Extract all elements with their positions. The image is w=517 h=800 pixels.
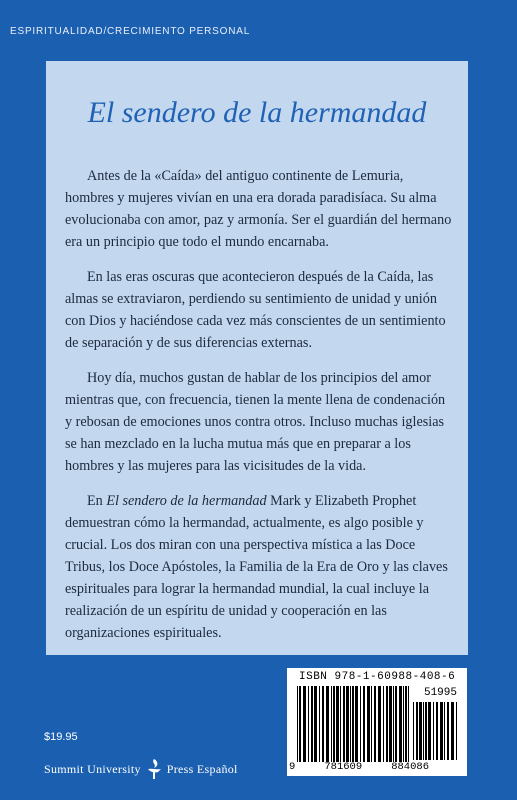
barcode-stripe — [416, 702, 418, 760]
barcode-stripe — [340, 686, 341, 762]
barcode-stripe — [350, 686, 351, 762]
paragraph-3: Hoy día, muchos gustan de hablar de los principios del amor mientras que, con frecuencia, tienen la mente llena de condenación y rebosan de emociones unos contra otros. Incluso muchas iglesias se han mezclado en la lucha mutua más que en preparar a los hombres y las mujeres para las vicisitudes de la vida. — [65, 370, 446, 474]
book-title: El sendero de la hermandad — [87, 96, 427, 129]
barcode-stripe — [363, 686, 365, 762]
price-code: 51995 — [423, 687, 457, 699]
barcode-stripe — [336, 686, 339, 762]
barcode-stripe — [428, 702, 431, 760]
barcode-stripe — [303, 686, 306, 762]
barcode-stripe — [322, 686, 324, 762]
barcode-stripe — [425, 702, 427, 760]
publisher-name-right: Press Español — [166, 761, 238, 776]
barcode-stripe — [352, 686, 354, 762]
barcode-stripe — [433, 702, 434, 760]
paragraph-4-title: El sendero de la hermandad — [106, 493, 267, 509]
paragraph-2: En las eras oscuras que acontecieron después de la Caída, las almas se extraviaron, perdiendo su sentimiento de unidad y unión con Dios y haciéndose cada vez más conscientes de un sentimiento de separación y de sus diferencias externas. — [65, 269, 446, 351]
barcode-stripe — [405, 686, 407, 762]
barcode — [287, 668, 467, 776]
addon-bars — [413, 702, 459, 760]
barcode-stripe — [371, 686, 372, 762]
barcode-stripe — [374, 686, 376, 762]
description-panel — [46, 61, 468, 655]
barcode-stripe — [399, 686, 402, 762]
barcode-stripe — [408, 686, 409, 762]
paragraph-4-text: Mark y Elizabeth Prophet demuestran cómo la hermandad, actualmente, es algo posible y crucial. Los dos miran con una perspectiva mística a las Doce Tribus, los Doce Apóstoles, la Familia de la Era de Oro y las claves espirituales para lograr la hermandad mundial, la cual incluye la realización de un espíritu de unidad y cooperación en las organizaciones espirituales. — [65, 493, 448, 641]
barcode-stripe — [343, 686, 345, 762]
barcode-stripe — [451, 702, 454, 760]
publisher-logo — [44, 758, 238, 780]
barcode-stripe — [440, 702, 443, 760]
barcode-stripe — [444, 702, 445, 760]
barcode-stripe — [299, 686, 301, 762]
barcode-stripe — [333, 686, 335, 762]
category-label: ESPIRITUALIDAD/CRECIMIENTO PERSONAL — [10, 26, 251, 37]
barcode-digits — [289, 761, 449, 773]
publisher-name-left: Summit University — [44, 761, 141, 776]
barcode-stripe — [386, 686, 388, 762]
barcode-stripe — [423, 702, 424, 760]
description-body — [65, 165, 452, 657]
paragraph-4 — [65, 490, 452, 644]
paragraph-4-prefix: En — [87, 493, 107, 509]
barcode-stripe — [319, 686, 320, 762]
barcode-stripe — [393, 686, 394, 762]
barcode-digit-group-1: 781609 — [324, 761, 363, 773]
barcode-stripe — [395, 686, 397, 762]
barcode-stripe — [456, 702, 457, 760]
barcode-stripe — [355, 686, 358, 762]
barcode-stripe — [326, 686, 329, 762]
barcode-stripe — [447, 702, 449, 760]
barcode-digit-lead: 9 — [289, 761, 296, 773]
barcode-stripe — [367, 686, 370, 762]
barcode-stripe — [308, 686, 309, 762]
barcode-stripe — [436, 702, 438, 760]
barcode-stripe — [346, 686, 349, 762]
barcode-stripe — [389, 686, 392, 762]
torch-icon — [145, 758, 163, 780]
price-label: $19.95 — [44, 731, 78, 743]
barcode-stripe — [419, 702, 422, 760]
barcode-bars — [297, 686, 409, 764]
barcode-stripe — [383, 686, 384, 762]
barcode-stripe — [331, 686, 332, 762]
barcode-stripe — [297, 686, 298, 762]
barcode-stripe — [360, 686, 361, 762]
barcode-stripe — [314, 686, 317, 762]
isbn-number: ISBN 978-1-60988-408-6 — [299, 671, 456, 683]
barcode-digit-group-2: 884086 — [391, 761, 429, 773]
barcode-stripe — [311, 686, 313, 762]
barcode-stripe — [413, 702, 414, 760]
barcode-stripe — [403, 686, 404, 762]
paragraph-1: Antes de la «Caída» del antiguo continente de Lemuria, hombres y mujeres vivían en una era dorada paradisíaca. Su alma evolucionaba con amor, paz y armonía. Ser el guardián del hermano era un principio que todo el mundo encarnaba. — [65, 168, 452, 250]
barcode-stripe — [378, 686, 381, 762]
